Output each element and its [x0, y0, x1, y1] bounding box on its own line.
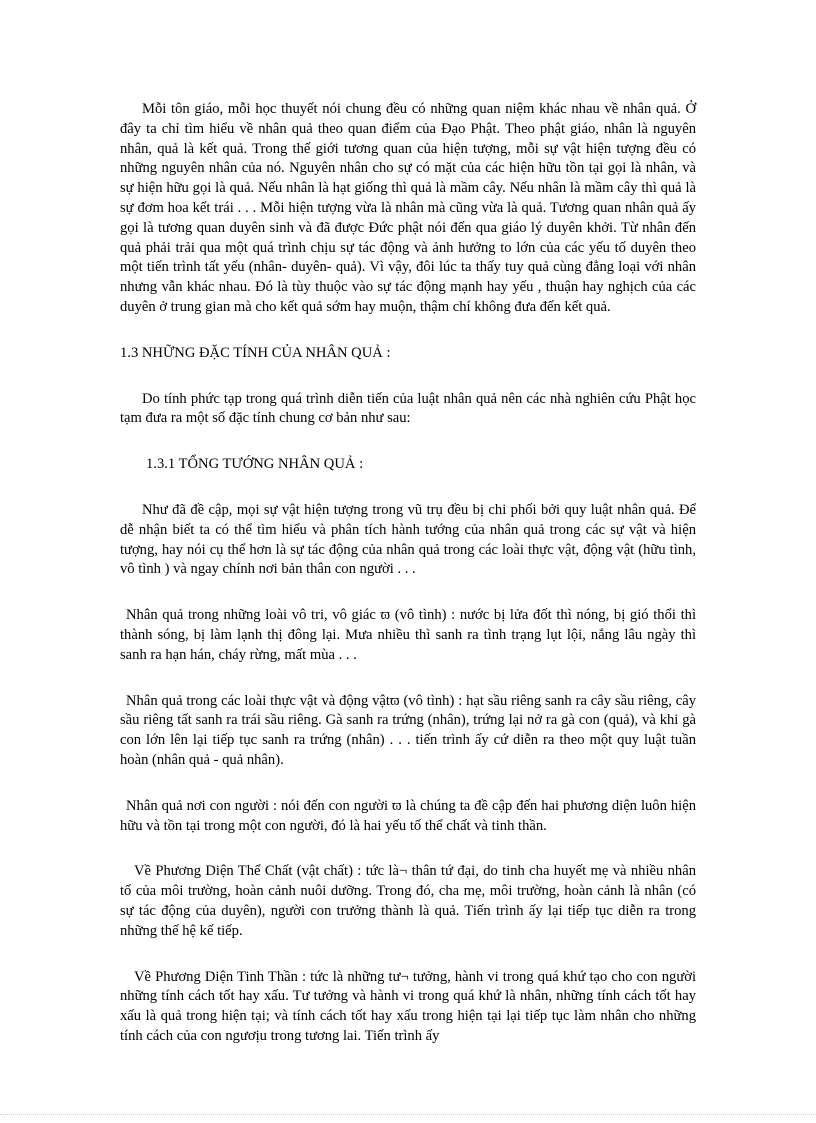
paragraph-human: Nhân quả nơi con người : nói đến con người ϖ là chúng ta đề cập đến hai phương diện luôn hiện hữu và tồn tại trong một con người, đó là hai yếu tố thể chất và tinh thần.: [120, 797, 696, 834]
paragraph-intro-cause-effect: Mỗi tôn giáo, mỗi học thuyết nói chung đều có những quan niệm khác nhau về nhân quả. Ở đây ta chỉ tìm hiểu về nhân quả theo quan điểm của Đạo Phật. Theo phật giáo, nhân là nguyên nhân, quả là kết quả. Trong thế giới tương quan của hiện tượng, mỗi sự vật hiện tượng đều có những nguyên nhân của nó. Nguyên nhân cho sự có mặt của các hiện hữu tồn tại gọi là nhân, và sự hiện hữu gọi là quả. Nếu nhân là hạt giống thì quả là mầm cây. Nếu nhân là mầm cây thì quả là sự đơm hoa kết trái . . . Mỗi hiện tượng vừa là nhân mà cũng vừa là quả. Tương quan nhân quả ấy gọi là tương quan duyên sinh và đã được Đức phật nói đến qua giáo lý duyên khởi. Từ nhân đến quả phải trải qua một quá trình chịu sự tác động và ảnh hưởng to lớn của các yếu tố duyên theo một tiến trình tất yếu (nhân- duyên- quả). Vì vậy, đôi lúc ta thấy tuy quả cùng đẳng loại với nhân nhưng vẫn khác nhau. Đó là tùy thuộc vào sự tác động mạnh hay yếu , thuận hay nghịch của các duyên ở trung gian mà cho kết quả sớm hay muộn, thậm chí không đưa đến kết quả.: [120, 101, 696, 315]
spacer: [120, 836, 696, 862]
section-heading-1-3: 1.3 NHỮNG ĐẶC TÍNH CỦA NHÂN QUẢ :: [120, 344, 391, 361]
document-body: [120, 100, 696, 1047]
spacer: [120, 771, 696, 797]
paragraph-physical-aspect: Về Phương Diện Thể Chất (vật chất) : tức là¬ thân tứ đại, do tinh cha huyết mẹ và nhiều nhân tố của môi trường, hoàn cảnh nuôi dưỡng. Trong đó, cha mẹ, môi trường, hoàn cảnh là nhân (có sự tác động của duyên), người con trưởng thành là quả. Tiến trình ấy lại tiếp tục diễn ra trong những thế hệ kế tiếp.: [120, 863, 696, 939]
spacer: [120, 666, 696, 692]
spacer: [120, 364, 696, 390]
section-heading-1-3-1: 1.3.1 TỔNG TƯỚNG NHÂN QUẢ :: [146, 456, 364, 473]
paragraph-characteristics-intro: Do tính phức tạp trong quá trình diễn tiến của luật nhân quả nên các nhà nghiên cứu Phật học tạm đưa ra một số đặc tính chung cơ bản như sau:: [120, 390, 696, 427]
paragraph-plants-animals: Nhân quả trong các loài thực vật và động vậtϖ (vô tình) : hạt sầu riêng sanh ra cây sầu riêng, cây sầu riêng tất sanh ra trái sầu riêng. Gà sanh ra trứng (nhân), trứng lại nở ra gà con (quả), và khi gà con lớn lên lại tiếp tục sanh ra trứng (nhân) . . . tiến trình ấy cứ diễn ra theo một quy luật tuần hoàn (nhân quả - quả nhân).: [120, 692, 696, 768]
paragraph-general-aspect: Như đã đề cập, mọi sự vật hiện tượng trong vũ trụ đều bị chi phối bởi quy luật nhân quả. Để dễ nhận biết ta có thể tìm hiểu và phân tích hành tướng của nhân quả trong các sự vật và hiện tượng, hay nói cụ thể hơn là sự tác động của nhân quả trong các loài thực vật, động vật (hữu tình, vô tình ) và ngay chính nơi bản thân con người . . .: [120, 501, 696, 578]
paragraph-spiritual-aspect: Về Phương Diện Tinh Thần : tức là những tư¬ tưởng, hành vi trong quá khứ tạo cho con người những tính cách tốt hay xấu. Tư tưởng và hành vi trong quá khứ là nhân, những tính cách tốt hay xấu là quả trong hiện tại; và tính cách tốt hay xấu trong hiện tại lại tiếp tục làm nhân cho những tính cách của con ngươịu trong tương lai. Tiến trình ấy: [120, 968, 696, 1044]
spacer: [120, 429, 696, 455]
paragraph-inanimate: Nhân quả trong những loài vô tri, vô giác ϖ (vô tình) : nước bị lửa đốt thì nóng, bị gió thổi thì thành sóng, bị làm lạnh thị đông lại. Mưa nhiều thì sanh ra tình trạng lụt lội, nắng lâu ngày thì sanh ra hạn hán, cháy rừng, mất mùa . . .: [120, 607, 696, 663]
spacer: [120, 318, 696, 344]
spacer: [120, 580, 696, 606]
page-bottom-rule: [0, 1114, 816, 1115]
spacer: [120, 942, 696, 968]
spacer: [120, 475, 696, 501]
